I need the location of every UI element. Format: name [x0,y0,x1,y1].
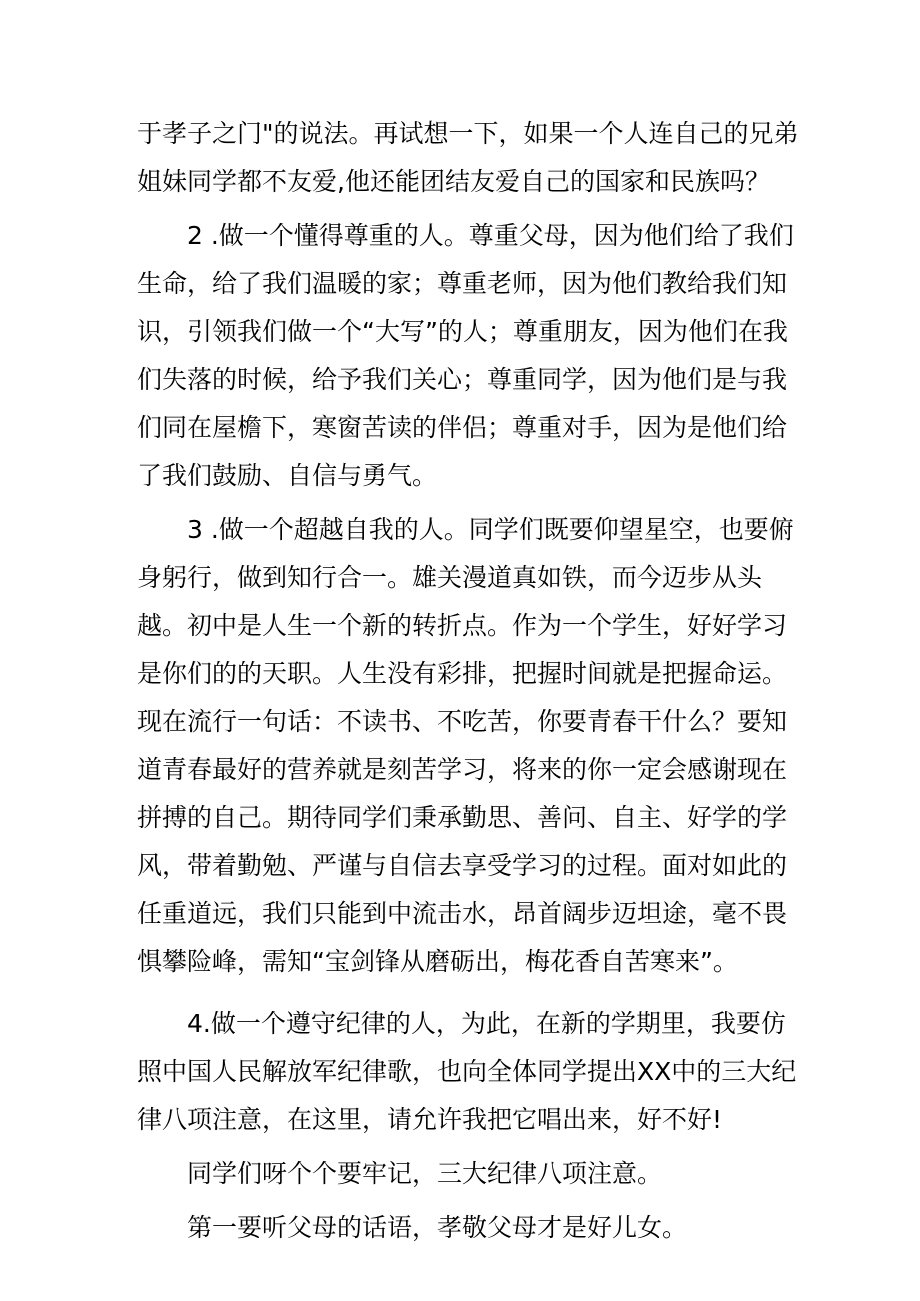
document-body [137,110,807,1258]
paragraph-filial-conclusion: 于孝子之门"的说法。再试想一下，如果一个人连自己的兄弟姐妹同学都不友爱,他还能团结友爱自己的国家和民族吗？ [137,119,799,196]
paragraph-point-2-respect: 2 .做一个懂得尊重的人。尊重父母，因为他们给了我们生命，给了我们温暖的家；尊重老师，因为他们教给我们知识，引领我们做一个“大写”的人；尊重朋友，因为他们在我们失落的时候，给予我们关心；尊重同学，因为他们是与我们同在屋檐下，寒窗苦读的伴侣；尊重对手，因为是他们给了我们鼓励、自信与勇气。 [137,221,794,490]
paragraph-song-line-1: 同学们呀个个要牢记，三大纪律八项注意。 [187,1159,663,1188]
paragraph-point-4-discipline: 4.做一个遵守纪律的人，为此，在新的学期里，我要仿照中国人民解放军纪律歌，也向全体同学提出XX中的三大纪律八项注意，在这里，请允许我把它唱出来，好不好! [137,1009,797,1134]
paragraph-point-3-self-transcendence: 3 .做一个超越自我的人。同学们既要仰望星空，也要俯身躬行，做到知行合一。雄关漫道真如铁，而今迈步从头越。初中是人生一个新的转折点。作为一个学生，好好学习是你们的的天职。人生没有彩排，把握时间就是把握命运。现在流行一句话：不读书、不吃苦，你要青春干什么？要知道青春最好的营养就是刻苦学习，将来的你一定会感谢现在拼搏的自己。期待同学们秉承勤思、善问、自主、好学的学风，带着勤勉、严谨与自信去享受学习的过程。面对如此的任重道远，我们只能到中流击水，昂首阔步迈坦途，毫不畏惧攀险峰，需知“宝剑锋从磨砺出，梅花香自苦寒来”。 [137,515,794,976]
paragraph-song-line-2: 第一要听父母的话语，孝敬父母才是好儿女。 [187,1213,688,1242]
